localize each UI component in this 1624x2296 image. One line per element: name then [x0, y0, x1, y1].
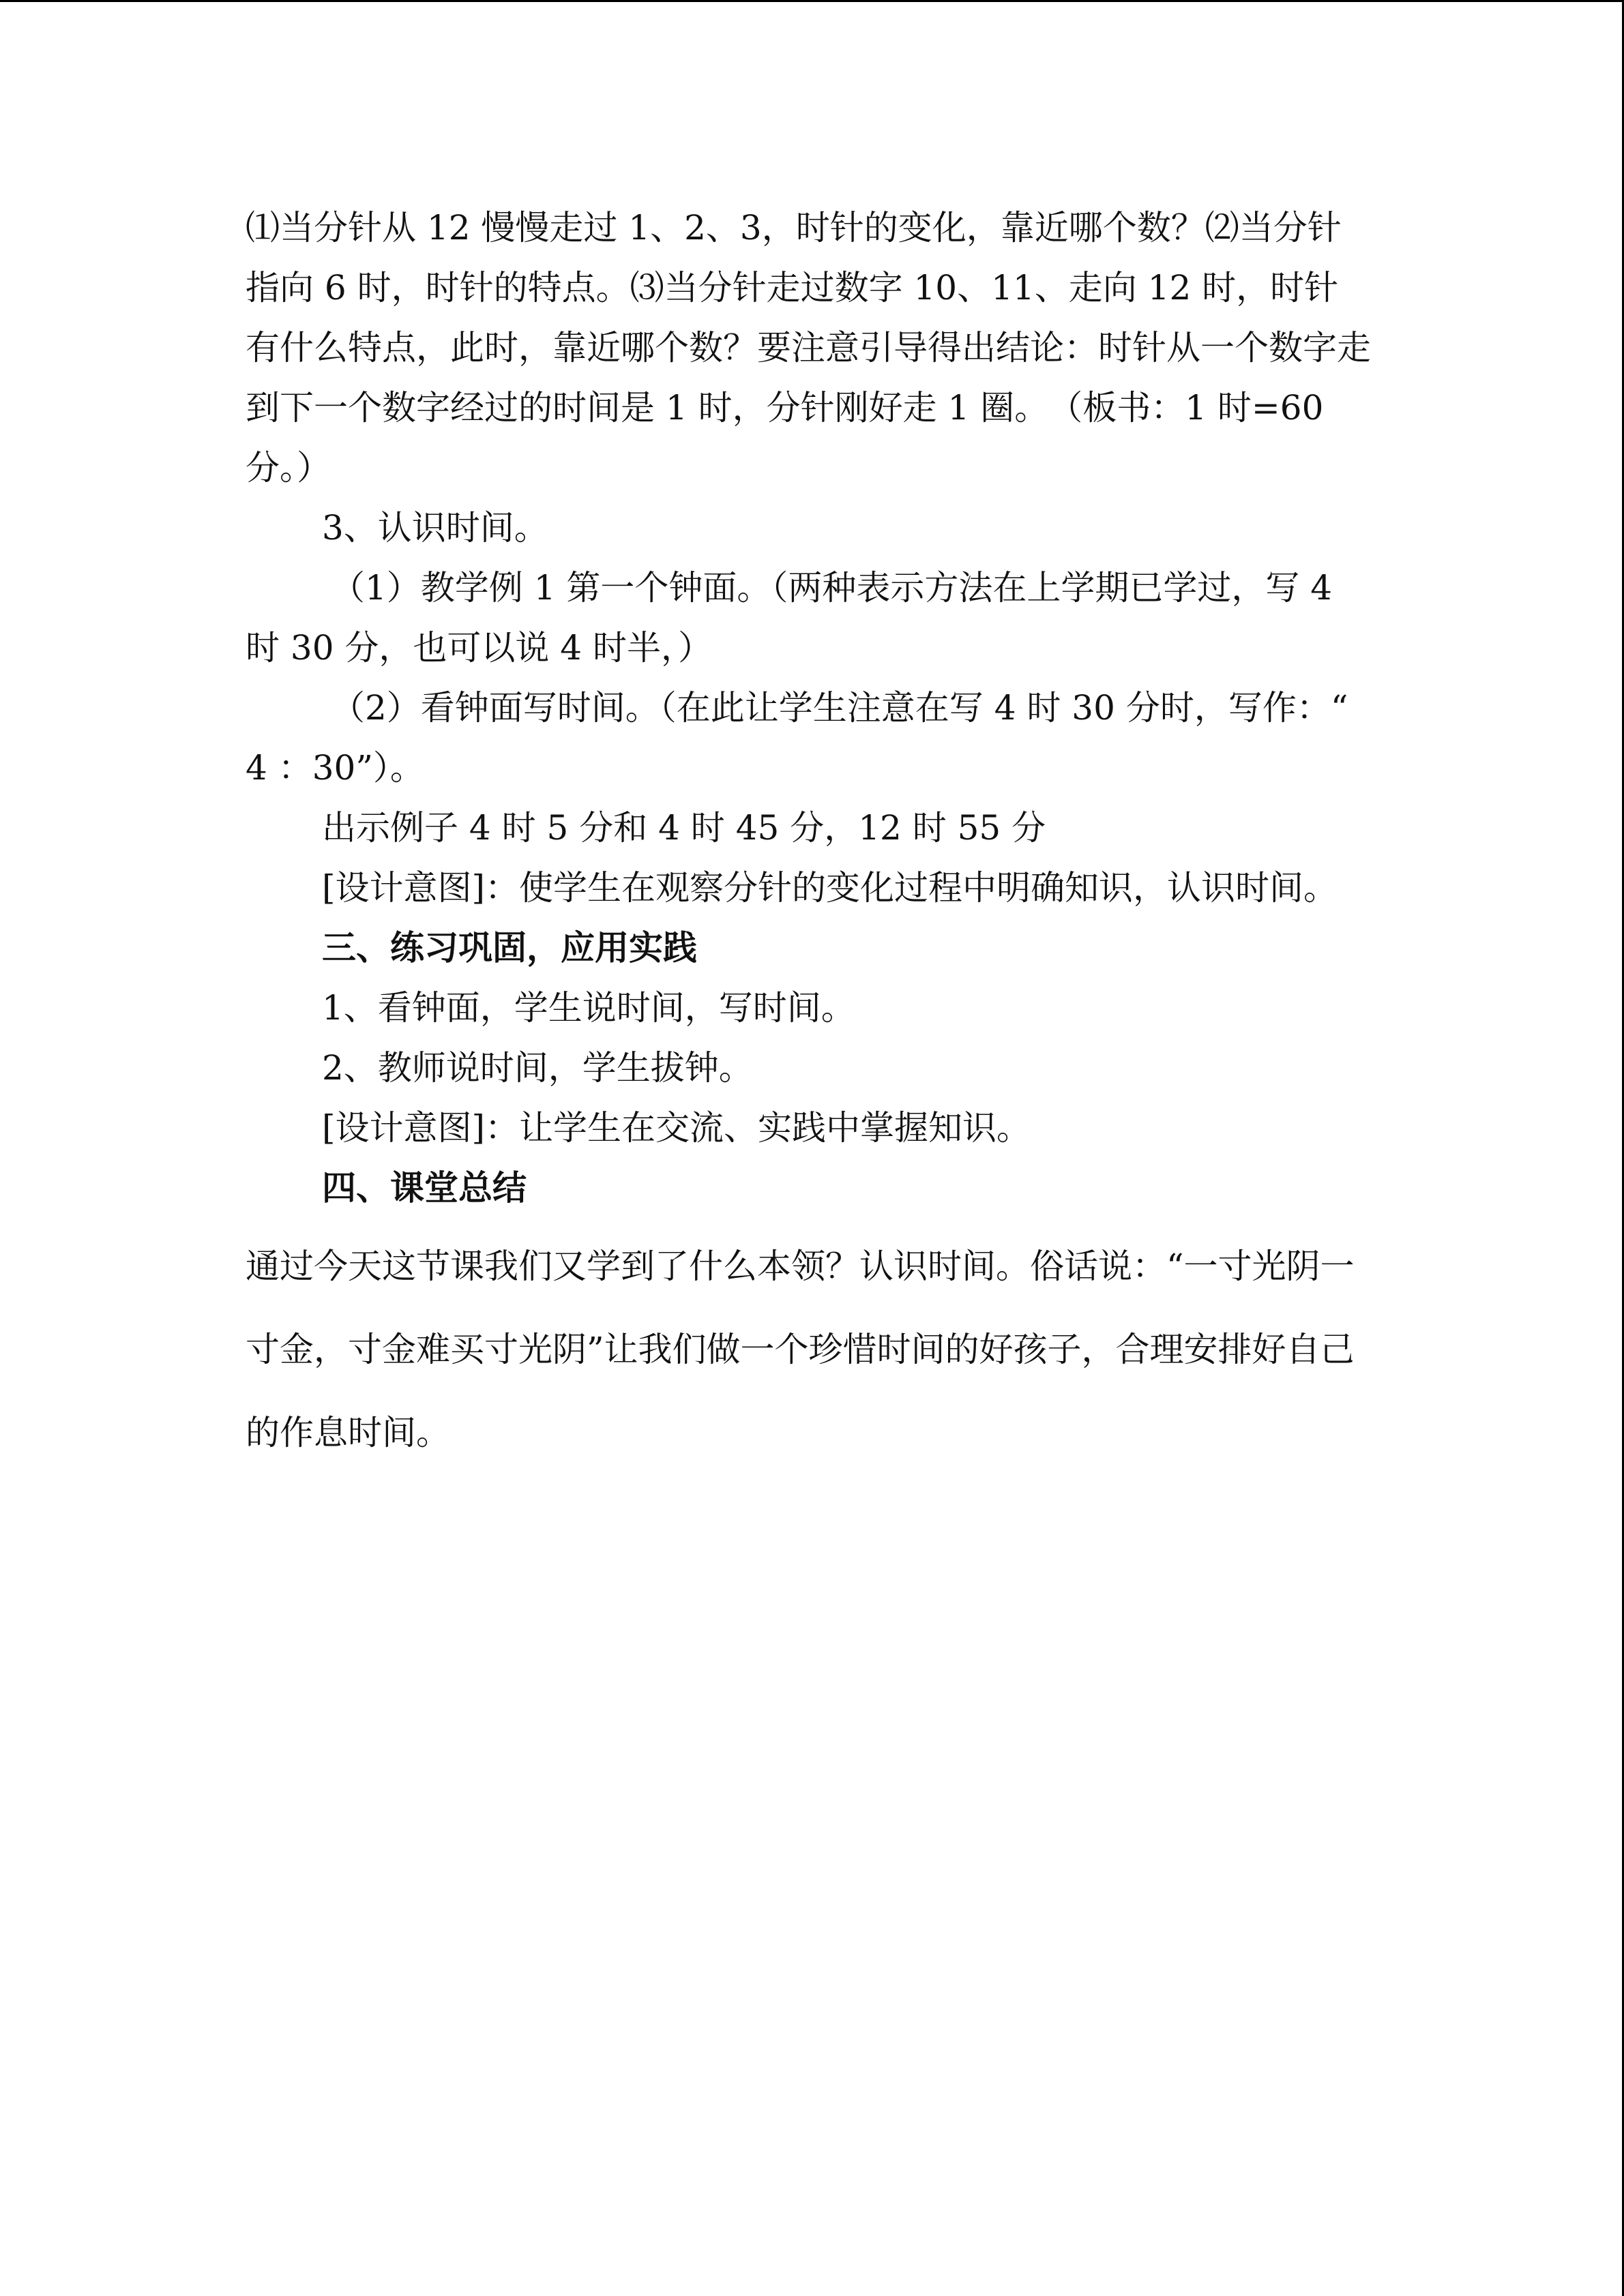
- paragraph-practice-2: 2、教师说时间，学生拔钟。: [322, 1048, 753, 1088]
- section-heading-summary: 四、课堂总结: [322, 1168, 527, 1208]
- paragraph-practice-1: 1、看钟面，学生说时间，写时间。: [322, 988, 855, 1028]
- paragraph-hour-hand-observation: ⑴当分针从 12 慢慢走过 1、2、3，时针的变化，靠近哪个数？⑵当分针指向 6 时，时针的特点。⑶当分针走过数字 10、11、走向 12 时，时针有什么特点，此时，靠近哪个数？要注意引导得出结论：时针从一个数字走到下一个数字经过的时间是 1 时，分针刚好走 1 圈。 （板书：1 时=60 分。）: [246, 208, 1371, 488]
- page-top-border: [0, 0, 1624, 2]
- paragraph-write-time: （2）看钟面写时间。（在此让学生注意在写 4 时 30 分时，写作：“ 4 ：30”）。: [246, 688, 1348, 788]
- paragraph-design-intent-1: [设计意图]：使学生在观察分针的变化过程中明确知识，认识时间。: [322, 868, 1338, 908]
- paragraph-example-1: （1）教学例 1 第一个钟面。（两种表示方法在上学期已学过，写 4 时 30 分，也可以说 4 时半，）: [246, 568, 1333, 668]
- document-body: [246, 198, 1371, 1474]
- paragraph-design-intent-2: [设计意图]：让学生在交流、实践中掌握知识。: [322, 1108, 1031, 1148]
- paragraph-show-examples: 出示例子 4 时 5 分和 4 时 45 分，12 时 55 分: [322, 808, 1046, 848]
- paragraph-class-summary: 通过今天这节课我们又学到了什么本领？认识时间。俗话说：“一寸光阴一寸金，寸金难买寸光阴”让我们做一个珍惜时间的好孩子，合理安排好自己的作息时间。: [246, 1247, 1355, 1452]
- paragraph-know-time: 3、认识时间。: [322, 508, 548, 548]
- section-heading-practice: 三、练习巩固，应用实践: [322, 928, 697, 968]
- spacer: [246, 1218, 1371, 1225]
